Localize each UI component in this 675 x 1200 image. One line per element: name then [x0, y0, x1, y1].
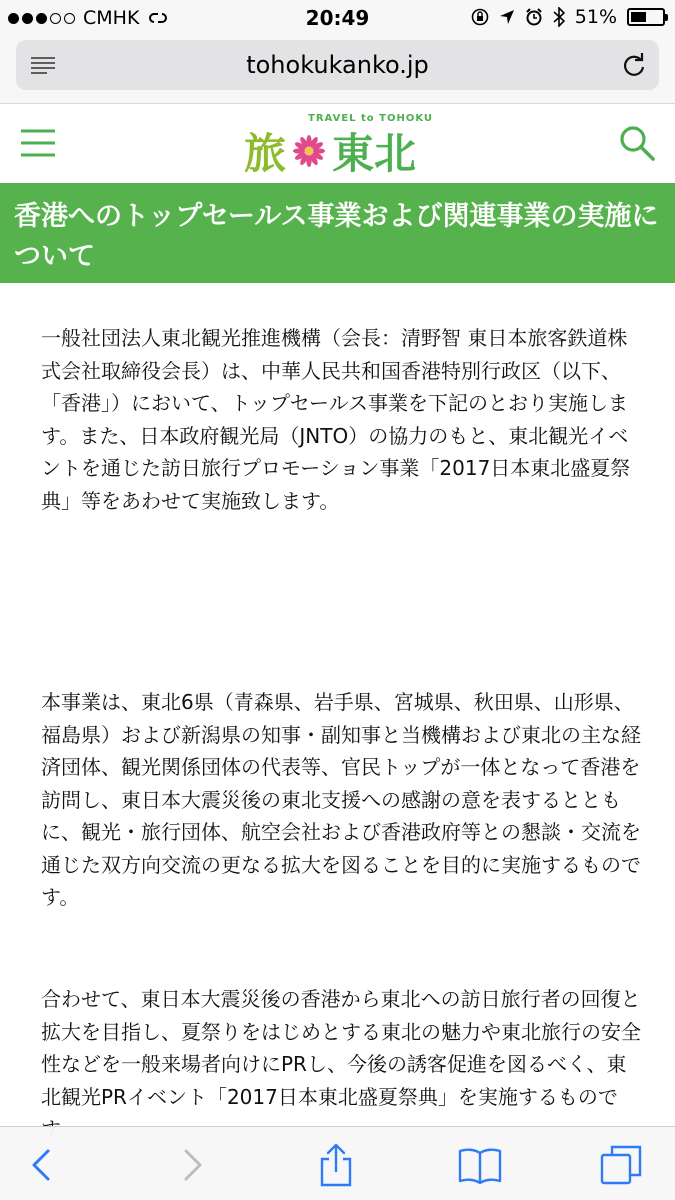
- article-title-band: [0, 183, 675, 283]
- rotation-lock-icon: [471, 8, 489, 26]
- forward-icon[interactable]: [170, 1143, 214, 1187]
- article-paragraph-1: 一般社団法人東北観光推進機構（会長：清野智 東日本旅客鉄道株式会社取締役会長）は、中華人民共和国香港特別行政区（以下、「香港」）において、トップセールス事業を下記のとおり実施します。また、日本政府観光局（JNTO）の協力のもと、東北観光イベントを通じた訪日旅行プロモーション事業「2017日本東北盛夏祭典」等をあわせて実施致します。: [41, 326, 631, 513]
- alarm-icon: [525, 8, 543, 26]
- site-logo[interactable]: [244, 113, 434, 177]
- location-icon: [499, 9, 515, 25]
- status-bar: [0, 0, 675, 36]
- bluetooth-icon: [553, 7, 565, 27]
- logo-char-1: 旅: [244, 129, 287, 178]
- address-bar[interactable]: [16, 40, 659, 90]
- status-right: [471, 6, 665, 28]
- menu-icon[interactable]: [20, 127, 56, 159]
- site-header: [0, 105, 675, 183]
- article-paragraph-3: 合わせて、東日本大震災後の香港から東北への訪日旅行者の回復と拡大を目指し、夏祭りをはじめとする東北の魅力や東北旅行の安全性などを一般来場者向けにPRし、今後の誘客促進を図るべく、東北観光PRイベント「2017日本東北盛夏祭典」を実施するもので: [41, 987, 641, 1109]
- back-icon[interactable]: [20, 1143, 64, 1187]
- flower-icon: [292, 134, 326, 168]
- article-paragraph-2: 本事業は、東北6県（青森県、岩手県、宮城県、秋田県、山形県、福島県）および新潟県の知事・副知事と当機構および東北の主な経済団体、観光関係団体の代表等、官民トップが一体となって香港を訪問し、東日本大震災後の東北支援への感謝の意を表するとともに、観光・旅行団体、航空会社および香港政府等との懇談・交流を通じた双方向交流の更なる拡大を図ることを目的に実施するものです。: [41, 690, 641, 909]
- tabs-icon[interactable]: [600, 1143, 644, 1187]
- battery-level: [631, 12, 646, 22]
- url-text[interactable]: tohokukanko.jp: [246, 51, 429, 79]
- logo-wordmark: [244, 121, 416, 181]
- share-icon[interactable]: [314, 1143, 358, 1187]
- bookmarks-icon[interactable]: [458, 1143, 502, 1187]
- logo-tagline: TRAVEL to TOHOKU: [308, 113, 434, 124]
- logo-char-2: 東北: [332, 129, 417, 178]
- battery-percent: 51%: [574, 6, 617, 28]
- carrier-label: CMHK: [83, 7, 140, 29]
- browser-toolbar: [0, 1126, 675, 1200]
- article-title: 香港へのトップセールス事業および関連事業の実施について: [14, 201, 659, 272]
- reload-icon[interactable]: [621, 52, 647, 78]
- status-time: 20:49: [305, 6, 370, 30]
- browser-address-area: [0, 36, 675, 104]
- battery-icon: [627, 8, 665, 26]
- search-icon[interactable]: [619, 125, 655, 161]
